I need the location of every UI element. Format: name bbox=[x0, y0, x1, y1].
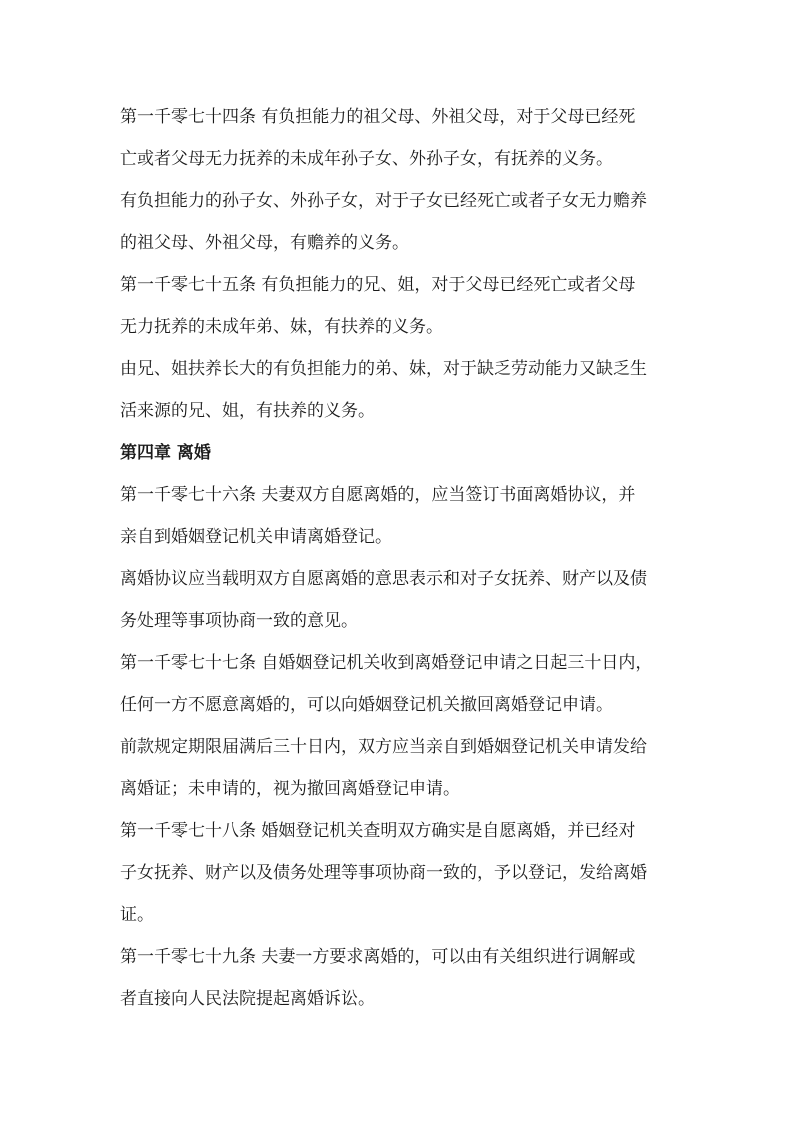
text-line: 第一千零七十七条 自婚姻登记机关收到离婚登记申请之日起三十日内， bbox=[120, 653, 653, 673]
text-line: 有负担能力的孙子女、外孙子女，对于子女已经死亡或者子女无力赡养 bbox=[120, 191, 647, 211]
article-1075-paragraph-1 bbox=[120, 264, 680, 348]
article-1074-paragraph-1 bbox=[120, 96, 680, 180]
text-line: 活来源的兄、姐，有扶养的义务。 bbox=[120, 401, 375, 421]
text-line: 证。 bbox=[120, 905, 154, 925]
article-1075-paragraph-2 bbox=[120, 348, 680, 432]
article-1076-paragraph-2 bbox=[120, 558, 680, 642]
text-line: 第一千零七十四条 有负担能力的祖父母、外祖父母，对于父母已经死 bbox=[120, 107, 636, 127]
article-1079-paragraph bbox=[120, 936, 680, 1020]
text-line: 第一千零七十九条 夫妻一方要求离婚的，可以由有关组织进行调解或 bbox=[120, 947, 636, 967]
text-line: 前款规定期限届满后三十日内，双方应当亲自到婚姻登记机关申请发给 bbox=[120, 737, 647, 757]
article-1078-paragraph bbox=[120, 810, 680, 936]
text-line: 子女抚养、财产以及债务处理等事项协商一致的，予以登记，发给离婚 bbox=[120, 863, 647, 883]
text-line: 任何一方不愿意离婚的，可以向婚姻登记机关撤回离婚登记申请。 bbox=[120, 695, 613, 715]
article-1077-paragraph-2 bbox=[120, 726, 680, 810]
text-line: 离婚证；未申请的，视为撤回离婚登记申请。 bbox=[120, 779, 460, 799]
text-line: 的祖父母、外祖父母，有赡养的义务。 bbox=[120, 233, 409, 253]
article-1074-paragraph-2 bbox=[120, 180, 680, 264]
text-line: 第一千零七十六条 夫妻双方自愿离婚的，应当签订书面离婚协议，并 bbox=[120, 485, 636, 505]
text-line: 第一千零七十八条 婚姻登记机关查明双方确实是自愿离婚，并已经对 bbox=[120, 821, 636, 841]
text-line: 者直接向人民法院提起离婚诉讼。 bbox=[120, 989, 375, 1009]
article-1076-paragraph-1 bbox=[120, 474, 680, 558]
text-line: 第一千零七十五条 有负担能力的兄、姐，对于父母已经死亡或者父母 bbox=[120, 275, 636, 295]
chapter-heading: 第四章 离婚 bbox=[120, 443, 211, 463]
text-line: 无力抚养的未成年弟、妹，有扶养的义务。 bbox=[120, 317, 443, 337]
text-line: 务处理等事项协商一致的意见。 bbox=[120, 611, 358, 631]
text-line: 亲自到婚姻登记机关申请离婚登记。 bbox=[120, 527, 392, 547]
document-body bbox=[120, 96, 680, 1020]
text-line: 亡或者父母无力抚养的未成年孙子女、外孙子女，有抚养的义务。 bbox=[120, 149, 613, 169]
text-line: 由兄、姐扶养长大的有负担能力的弟、妹，对于缺乏劳动能力又缺乏生 bbox=[120, 359, 647, 379]
text-line: 离婚协议应当载明双方自愿离婚的意思表示和对子女抚养、财产以及债 bbox=[120, 569, 647, 589]
article-1077-paragraph-1 bbox=[120, 642, 680, 726]
